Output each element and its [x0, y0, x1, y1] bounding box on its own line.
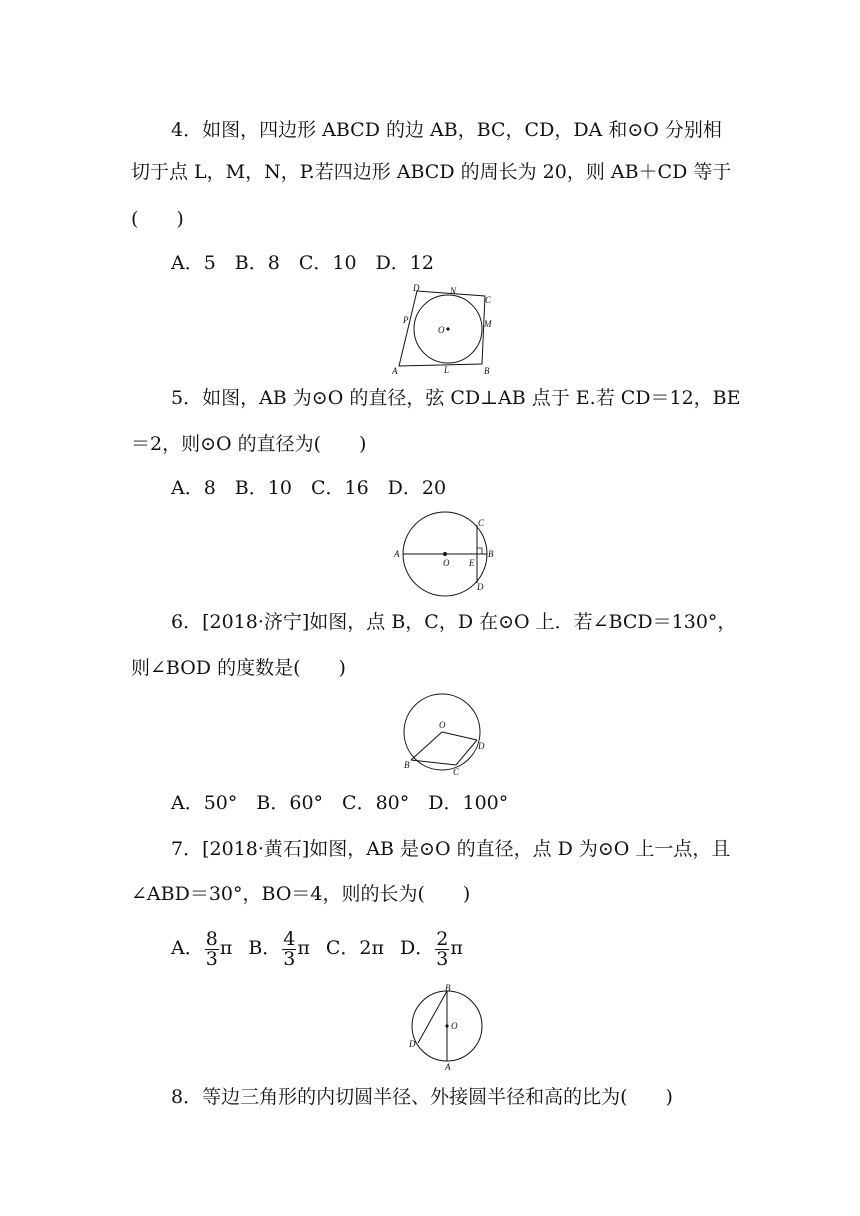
q7-option-d-label: D． — [400, 937, 435, 959]
label-b: B — [484, 366, 490, 376]
q7-option-d-pi: π — [450, 937, 463, 959]
q7-option-a-fraction: $\frac{8}{3}$ — [205, 927, 218, 970]
q7-option-b-pi: π — [297, 937, 310, 959]
q4-figure — [392, 280, 502, 376]
segment-od — [442, 732, 477, 740]
q7-option-c: C．2π — [325, 937, 385, 959]
label-d: D — [409, 1039, 416, 1049]
label-o: O — [451, 1021, 458, 1031]
q7-option-b-label: B． — [248, 937, 282, 959]
label-l: L — [444, 365, 450, 375]
q4-line3: ( ) — [131, 208, 184, 230]
q7-option-a-pi: π — [219, 937, 233, 959]
label-a: A — [392, 366, 398, 376]
q7-option-b-fraction: $\frac{4}{3}$ — [283, 927, 296, 970]
label-a: A — [394, 549, 400, 559]
label-c: C — [453, 767, 460, 777]
q5-line1: 5．如图，AB 为⊙O 的直径，弦 CD⊥AB 点于 E.若 CD＝12，BE — [171, 387, 741, 409]
center-point-o — [445, 1024, 448, 1027]
label-d: D — [413, 283, 420, 293]
label-o: O — [438, 325, 445, 335]
q7-option-d-fraction: $\frac{2}{3}$ — [436, 927, 449, 970]
q8-line1: 8．等边三角形的内切圆半径、外接圆半径和高的比为( ) — [171, 1086, 673, 1108]
q4-options: A．5 B．8 C．10 D．12 — [171, 252, 434, 274]
label-c: C — [478, 518, 485, 528]
label-d: D — [477, 582, 484, 592]
q4-line1: 4．如图，四边形 ABCD 的边 AB，BC，CD，DA 和⊙O 分别相 — [171, 119, 722, 141]
center-point-o — [443, 552, 447, 556]
label-p: P — [403, 315, 409, 325]
label-o: O — [443, 558, 450, 568]
label-c: C — [485, 295, 492, 305]
label-e: E — [469, 558, 475, 568]
q5-figure — [390, 510, 500, 600]
q7-option-a-label: A． — [171, 937, 204, 959]
right-angle-mark — [477, 548, 482, 554]
q7-figure — [402, 982, 488, 1072]
q7-line2: ∠ABD＝30°，BO＝4，则的长为( ) — [131, 883, 471, 905]
label-o: O — [439, 720, 446, 730]
q7-options — [171, 924, 463, 972]
q7-line1: 7．[2018·黄石]如图，AB 是⊙O 的直径，点 D 为⊙O 上一点，且 — [171, 838, 731, 860]
q6-line1: 6．[2018·济宁]如图，点 B，C，D 在⊙O 上．若∠BCD＝130°， — [171, 611, 737, 633]
label-m: M — [484, 319, 492, 329]
q6-line2: 则∠BOD 的度数是( ) — [131, 657, 346, 679]
q5-options: A．8 B．10 C．16 D．20 — [171, 477, 447, 499]
label-b: B — [404, 760, 410, 770]
segment-bc — [411, 760, 456, 765]
label-a: A — [445, 1062, 451, 1072]
label-d: D — [478, 741, 485, 751]
label-b: B — [445, 983, 451, 993]
q6-options: A．50° B．60° C．80° D．100° — [171, 792, 509, 814]
q4-line2: 切于点 L，M，N，P.若四边形 ABCD 的周长为 20，则 AB＋CD 等于 — [131, 161, 732, 183]
label-b: B — [488, 549, 494, 559]
q5-line2: ＝2，则⊙O 的直径为( ) — [131, 433, 367, 455]
center-point-o — [446, 327, 449, 330]
label-n: N — [450, 286, 457, 296]
chord-bd — [418, 991, 447, 1043]
segment-ob — [411, 732, 442, 760]
q6-figure — [398, 692, 494, 780]
